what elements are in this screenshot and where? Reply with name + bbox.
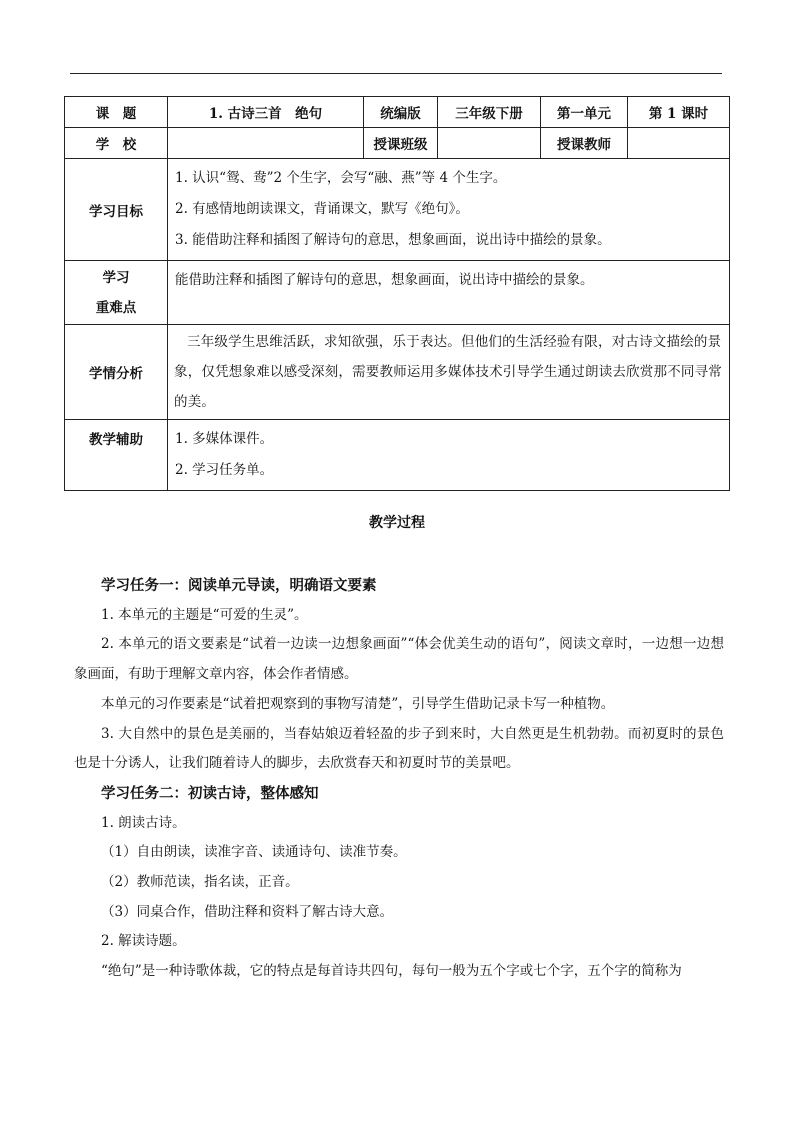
paragraph: 3. 大自然中的景色是美丽的，当春姑娘迈着轻盈的步子到来时，大自然更是生机勃勃。而初夏时的景色也是十分诱人，让我们随着诗人的脚步，去欣赏春天和初夏时节的美景吧。 [74,725,724,772]
paragraph: （2）教师范读，指名读，正音。 [101,874,299,891]
analysis-paragraph: 三年级学生思维活跃，求知欲强，乐于表达。但他们的生活经验有限，对古诗文描绘的景象，仅凭想象难以感受深刻，需要教师运用多媒体技术引导学生通过朗读去欣赏那不同寻常的美。 [174,334,722,410]
goals-label: 学习目标 [65,159,168,261]
lesson: 第 1 课时 [628,97,730,128]
paragraph: 2. 解读诗题。 [101,933,186,950]
analysis-label: 学情分析 [65,325,168,420]
process-title: 教学过程 [369,515,425,531]
goals-list [168,159,730,261]
header-rule [70,73,722,74]
aids-list [168,420,730,491]
row-analysis [65,325,730,420]
key-points-text: 能借助注释和插图了解诗句的意思，想象画面，说出诗中描绘的景象。 [168,261,730,325]
key-points-label [65,261,168,325]
key-points-label-line2: 重难点 [95,299,137,316]
paragraph: 1. 朗读古诗。 [101,814,186,831]
paragraph: （3）同桌合作，借助注释和资料了解古诗大意。 [101,903,394,920]
class-value [438,128,541,159]
teacher-value [628,128,730,159]
row-goals [65,159,730,261]
goal-item: 2. 有感情地朗读课文，背诵课文，默写《绝句》。 [175,201,469,217]
class-label: 授课班级 [364,128,438,159]
edition: 统编版 [364,97,438,128]
aid-item: 2. 学习任务单。 [175,462,274,478]
school-value [168,128,364,159]
course-label: 课 题 [65,97,168,128]
aid-item: 1. 多媒体课件。 [175,431,274,447]
school-label: 学 校 [65,128,168,159]
unit: 第一单元 [541,97,628,128]
key-points-label-line1: 学习 [102,269,130,286]
grade: 三年级下册 [438,97,541,128]
goal-item: 3. 能借助注释和插图了解诗句的意思，想象画面，说出诗中描绘的景象。 [175,232,611,248]
analysis-text [168,325,730,420]
row-key-points [65,261,730,325]
paragraph: 2. 本单元的语文要素是“试着一边读一边想象画面”“体会优美生动的语句”，阅读文章时，一边想一边想象画面，有助于理解文章内容，体会作者情感。 [74,636,724,683]
row-course [65,97,730,128]
paragraph: （1）自由朗读，读准字音、读通诗句、读准节奏。 [101,844,407,861]
process-body [74,571,724,987]
lesson-info-table [64,96,730,491]
task-heading: 学习任务二：初读古诗，整体感知 [101,784,319,802]
aids-label: 教学辅助 [65,420,168,491]
task-heading: 学习任务一：阅读单元导读，明确语文要素 [101,577,377,594]
course-title: 1. 古诗三首 绝句 [168,97,364,128]
goal-item: 1. 认识“鸳、鸯”2 个生字，会写“融、燕”等 4 个生字。 [175,170,507,186]
row-school [65,128,730,159]
teacher-label: 授课教师 [541,128,628,159]
paragraph: “绝句”是一种诗歌体裁，它的特点是每首诗共四句，每句一般为五个字或七个字，五个字的简称为 [101,963,682,980]
paragraph: 1. 本单元的主题是“可爱的生灵”。 [101,606,308,623]
row-aids [65,420,730,491]
paragraph: 本单元的习作要素是“试着把观察到的事物写清楚”，引导学生借助记录卡写一种植物。 [101,695,615,712]
